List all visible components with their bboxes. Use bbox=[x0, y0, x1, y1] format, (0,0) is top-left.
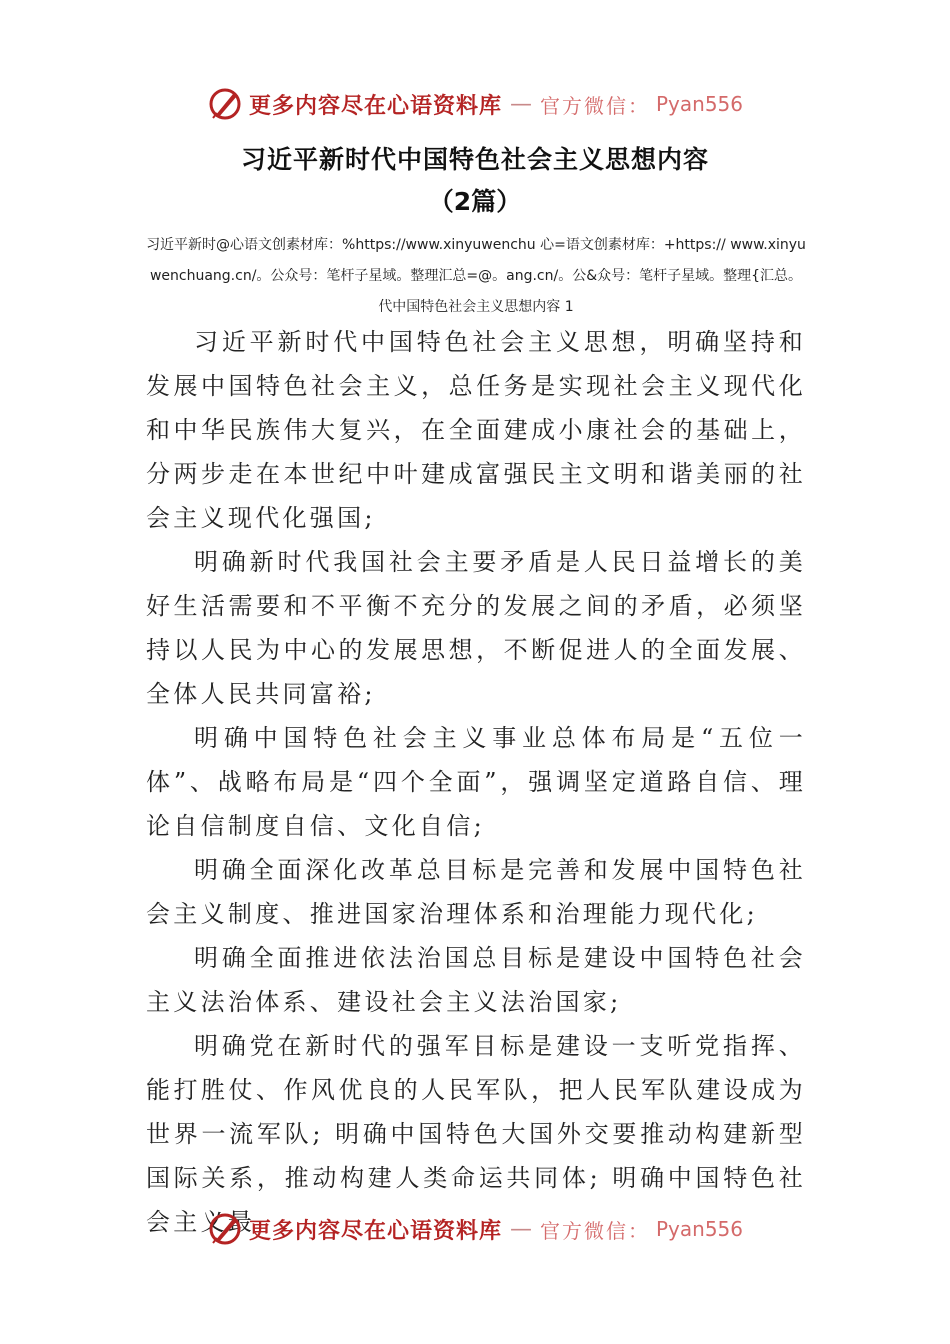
promo-dash: — bbox=[510, 91, 532, 117]
bottom-promo-banner bbox=[0, 1207, 950, 1251]
body-paragraph: 明确新时代我国社会主要矛盾是人民日益增长的美好生活需要和不平衡不充分的发展之间的矛盾，必须坚持以人民为中心的发展思想，不断促进人的全面发展、全体人民共同富裕; bbox=[146, 548, 806, 708]
body-paragraph: 明确党在新时代的强军目标是建设一支听党指挥、能打胜仗、作风优良的人民军队，把人民军队建设成为世界一流军队; 明确中国特色大国外交要推动构建新型国际关系，推动构建人类命运共同体; 明确中国特色社会主义最 bbox=[146, 1032, 806, 1236]
promo-text: 更多内容尽在心语资料库 bbox=[248, 1217, 502, 1244]
body-paragraph: 明确全面推进依法治国总目标是建设中国特色社会主义法治体系、建设社会主义法治国家; bbox=[146, 944, 806, 1016]
document-body bbox=[146, 320, 806, 1244]
promo-text: 更多内容尽在心语资料库 bbox=[248, 92, 502, 119]
body-paragraph: 习近平新时代中国特色社会主义思想，明确坚持和发展中国特色社会主义，总任务是实现社会主义现代化和中华民族伟大复兴，在全面建成小康社会的基础上，分两步走在本世纪中叶建成富强民主文明和谐美丽的社会主义现代化强国; bbox=[146, 328, 806, 532]
promo-dash: — bbox=[510, 1216, 532, 1242]
body-paragraph: 明确全面深化改革总目标是完善和发展中国特色社会主义制度、推进国家治理体系和治理能力现代化; bbox=[146, 856, 806, 928]
document-subtitle: （2篇） bbox=[428, 187, 522, 216]
quill-pen-logo-icon bbox=[207, 1211, 243, 1247]
document-title: 习近平新时代中国特色社会主义思想内容 bbox=[240, 145, 709, 174]
body-paragraph: 明确中国特色社会主义事业总体布局是“五位一体”、战略布局是“四个全面”，强调坚定道路自信、理论自信制度自信、文化自信; bbox=[146, 724, 806, 840]
wechat-label: 官方微信： bbox=[540, 93, 650, 118]
top-promo-banner bbox=[0, 82, 950, 126]
wechat-id: Pyan556 bbox=[656, 92, 744, 116]
wechat-id: Pyan556 bbox=[656, 1217, 744, 1241]
wechat-label: 官方微信： bbox=[540, 1218, 650, 1243]
quill-pen-logo-icon bbox=[207, 86, 243, 122]
preamble-text: 习近平新时@心语文创素材库：%https://www.xinyuwenchu 心=语文创素材库：+https:// www.xinyuwenchuang.cn/。公众号：笔杆子星域。整理汇总=@。ang.cn/。公&众号：笔杆子星域。整理{汇总。代中国特色社会主义思想内容 1 bbox=[146, 237, 806, 315]
